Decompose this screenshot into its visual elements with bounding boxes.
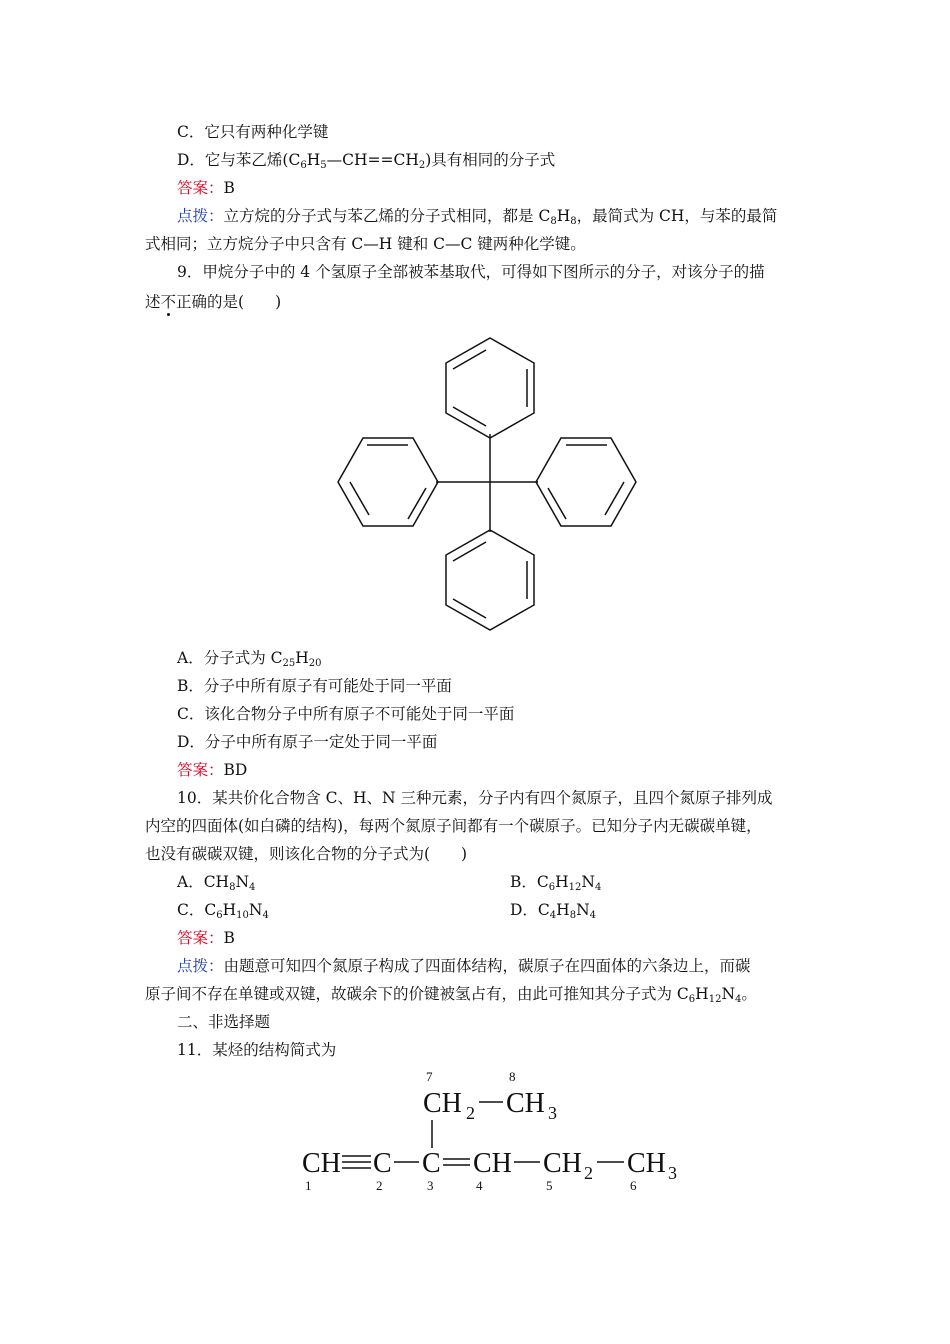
locant-6: 6 bbox=[630, 1178, 637, 1193]
hint-label: 点拨： bbox=[177, 957, 224, 975]
tetraphenylmethane-structure bbox=[0, 320, 950, 640]
q10-option-c: C．$C_6H_{10}N_4$ bbox=[177, 901, 269, 921]
q10-hint-line1: 点拨：由题意可知四个氮原子构成了四面体结构，碳原子在四面体的六条边上，而碳 bbox=[177, 957, 751, 975]
branch-ch2: CH bbox=[423, 1088, 462, 1119]
q9-option-a: A．分子式为 $C_{25}H_{20}$ bbox=[177, 649, 322, 669]
q9-option-b: B．分子中所有原子有可能处于同一平面 bbox=[177, 677, 452, 695]
q9-option-c: C．该化合物分子中所有原子不可能处于同一平面 bbox=[177, 705, 515, 723]
q8-hint-line2: 式相同；立方烷分子中只含有 C—H 键和 C—C 键两种化学键。 bbox=[145, 235, 586, 253]
locant-1: 1 bbox=[305, 1178, 312, 1193]
chain-c4: CH bbox=[473, 1148, 512, 1179]
answer-label: 答案： bbox=[177, 179, 224, 197]
q10-option-d: D．$C_4H_8N_4$ bbox=[510, 901, 597, 921]
locant-7: 7 bbox=[426, 1069, 433, 1084]
q9-answer: 答案：BD bbox=[177, 761, 248, 779]
q10-answer: 答案：B bbox=[177, 929, 235, 947]
section-heading: 二、非选择题 bbox=[177, 1013, 271, 1031]
branch-ch2-sub: 2 bbox=[466, 1103, 475, 1123]
chain-c5-sub: 2 bbox=[584, 1163, 593, 1183]
branch-ch3: CH bbox=[506, 1088, 545, 1119]
q9-stem-line1: 9．甲烷分子中的 4 个氢原子全部被苯基取代，可得如下图所示的分子，对该分子的描 bbox=[177, 263, 765, 281]
benzene-ring-bottom bbox=[446, 530, 534, 630]
chain-c6: CH bbox=[627, 1148, 666, 1179]
q11-structural-formula bbox=[0, 1064, 950, 1204]
locant-2: 2 bbox=[376, 1178, 383, 1193]
chain-c1: CH bbox=[302, 1148, 341, 1179]
locant-3: 3 bbox=[427, 1178, 434, 1193]
chain-c5: CH bbox=[543, 1148, 582, 1179]
q10-option-b: B．$C_6H_{12}N_4$ bbox=[510, 873, 602, 893]
q10-stem-line3: 也没有碳碳双键，则该化合物的分子式为( ) bbox=[145, 845, 468, 863]
q8-option-c: C．它只有两种化学键 bbox=[177, 123, 329, 141]
chain-c6-sub: 3 bbox=[668, 1163, 677, 1183]
q10-stem-line1: 10．某共价化合物含 C、H、N 三种元素，分子内有四个氮原子，且四个氮原子排列成 bbox=[177, 789, 773, 807]
q11-stem: 11．某烃的结构简式为 bbox=[177, 1041, 337, 1059]
chain-c2: C bbox=[373, 1148, 392, 1179]
benzene-ring-right bbox=[536, 438, 636, 526]
q10-stem-line2: 内空的四面体(如白磷的结构)，每两个氮原子间都有一个碳原子。已知分子内无碳碳单键， bbox=[145, 817, 762, 835]
branch-ch3-sub: 3 bbox=[548, 1103, 557, 1123]
chain-c3: C bbox=[422, 1148, 441, 1179]
emphasis-dot-char: 不 bbox=[160, 293, 177, 311]
q9-stem-line2: 述不正确的是( ) bbox=[145, 293, 282, 311]
q8-option-d: D．它与苯乙烯$(C_6H_5—CH==CH_2)$具有相同的分子式 bbox=[177, 151, 556, 171]
q10-option-a: A．$CH_8N_4$ bbox=[177, 873, 256, 893]
locant-8: 8 bbox=[509, 1069, 516, 1084]
benzene-ring-top bbox=[446, 338, 534, 438]
answer-label: 答案： bbox=[177, 929, 224, 947]
q8-answer: 答案：B bbox=[177, 179, 235, 197]
benzene-ring-left bbox=[338, 438, 438, 526]
hint-label: 点拨： bbox=[177, 207, 224, 225]
answer-label: 答案： bbox=[177, 761, 224, 779]
q10-options-row2 bbox=[177, 900, 810, 920]
q10-options-row1 bbox=[177, 872, 810, 892]
q9-option-d: D．分子中所有原子一定处于同一平面 bbox=[177, 733, 438, 751]
q10-hint-line2: 原子间不存在单键或双键，故碳余下的价键被氢占有，由此可推知其分子式为 $C_6H_{12}N_4$。 bbox=[145, 985, 757, 1005]
locant-5: 5 bbox=[546, 1178, 553, 1193]
q8-hint-line1: 点拨：立方烷的分子式与苯乙烯的分子式相同，都是 $C_8H_8$，最简式为 CH，与苯的最简 bbox=[177, 207, 778, 227]
locant-4: 4 bbox=[476, 1178, 483, 1193]
